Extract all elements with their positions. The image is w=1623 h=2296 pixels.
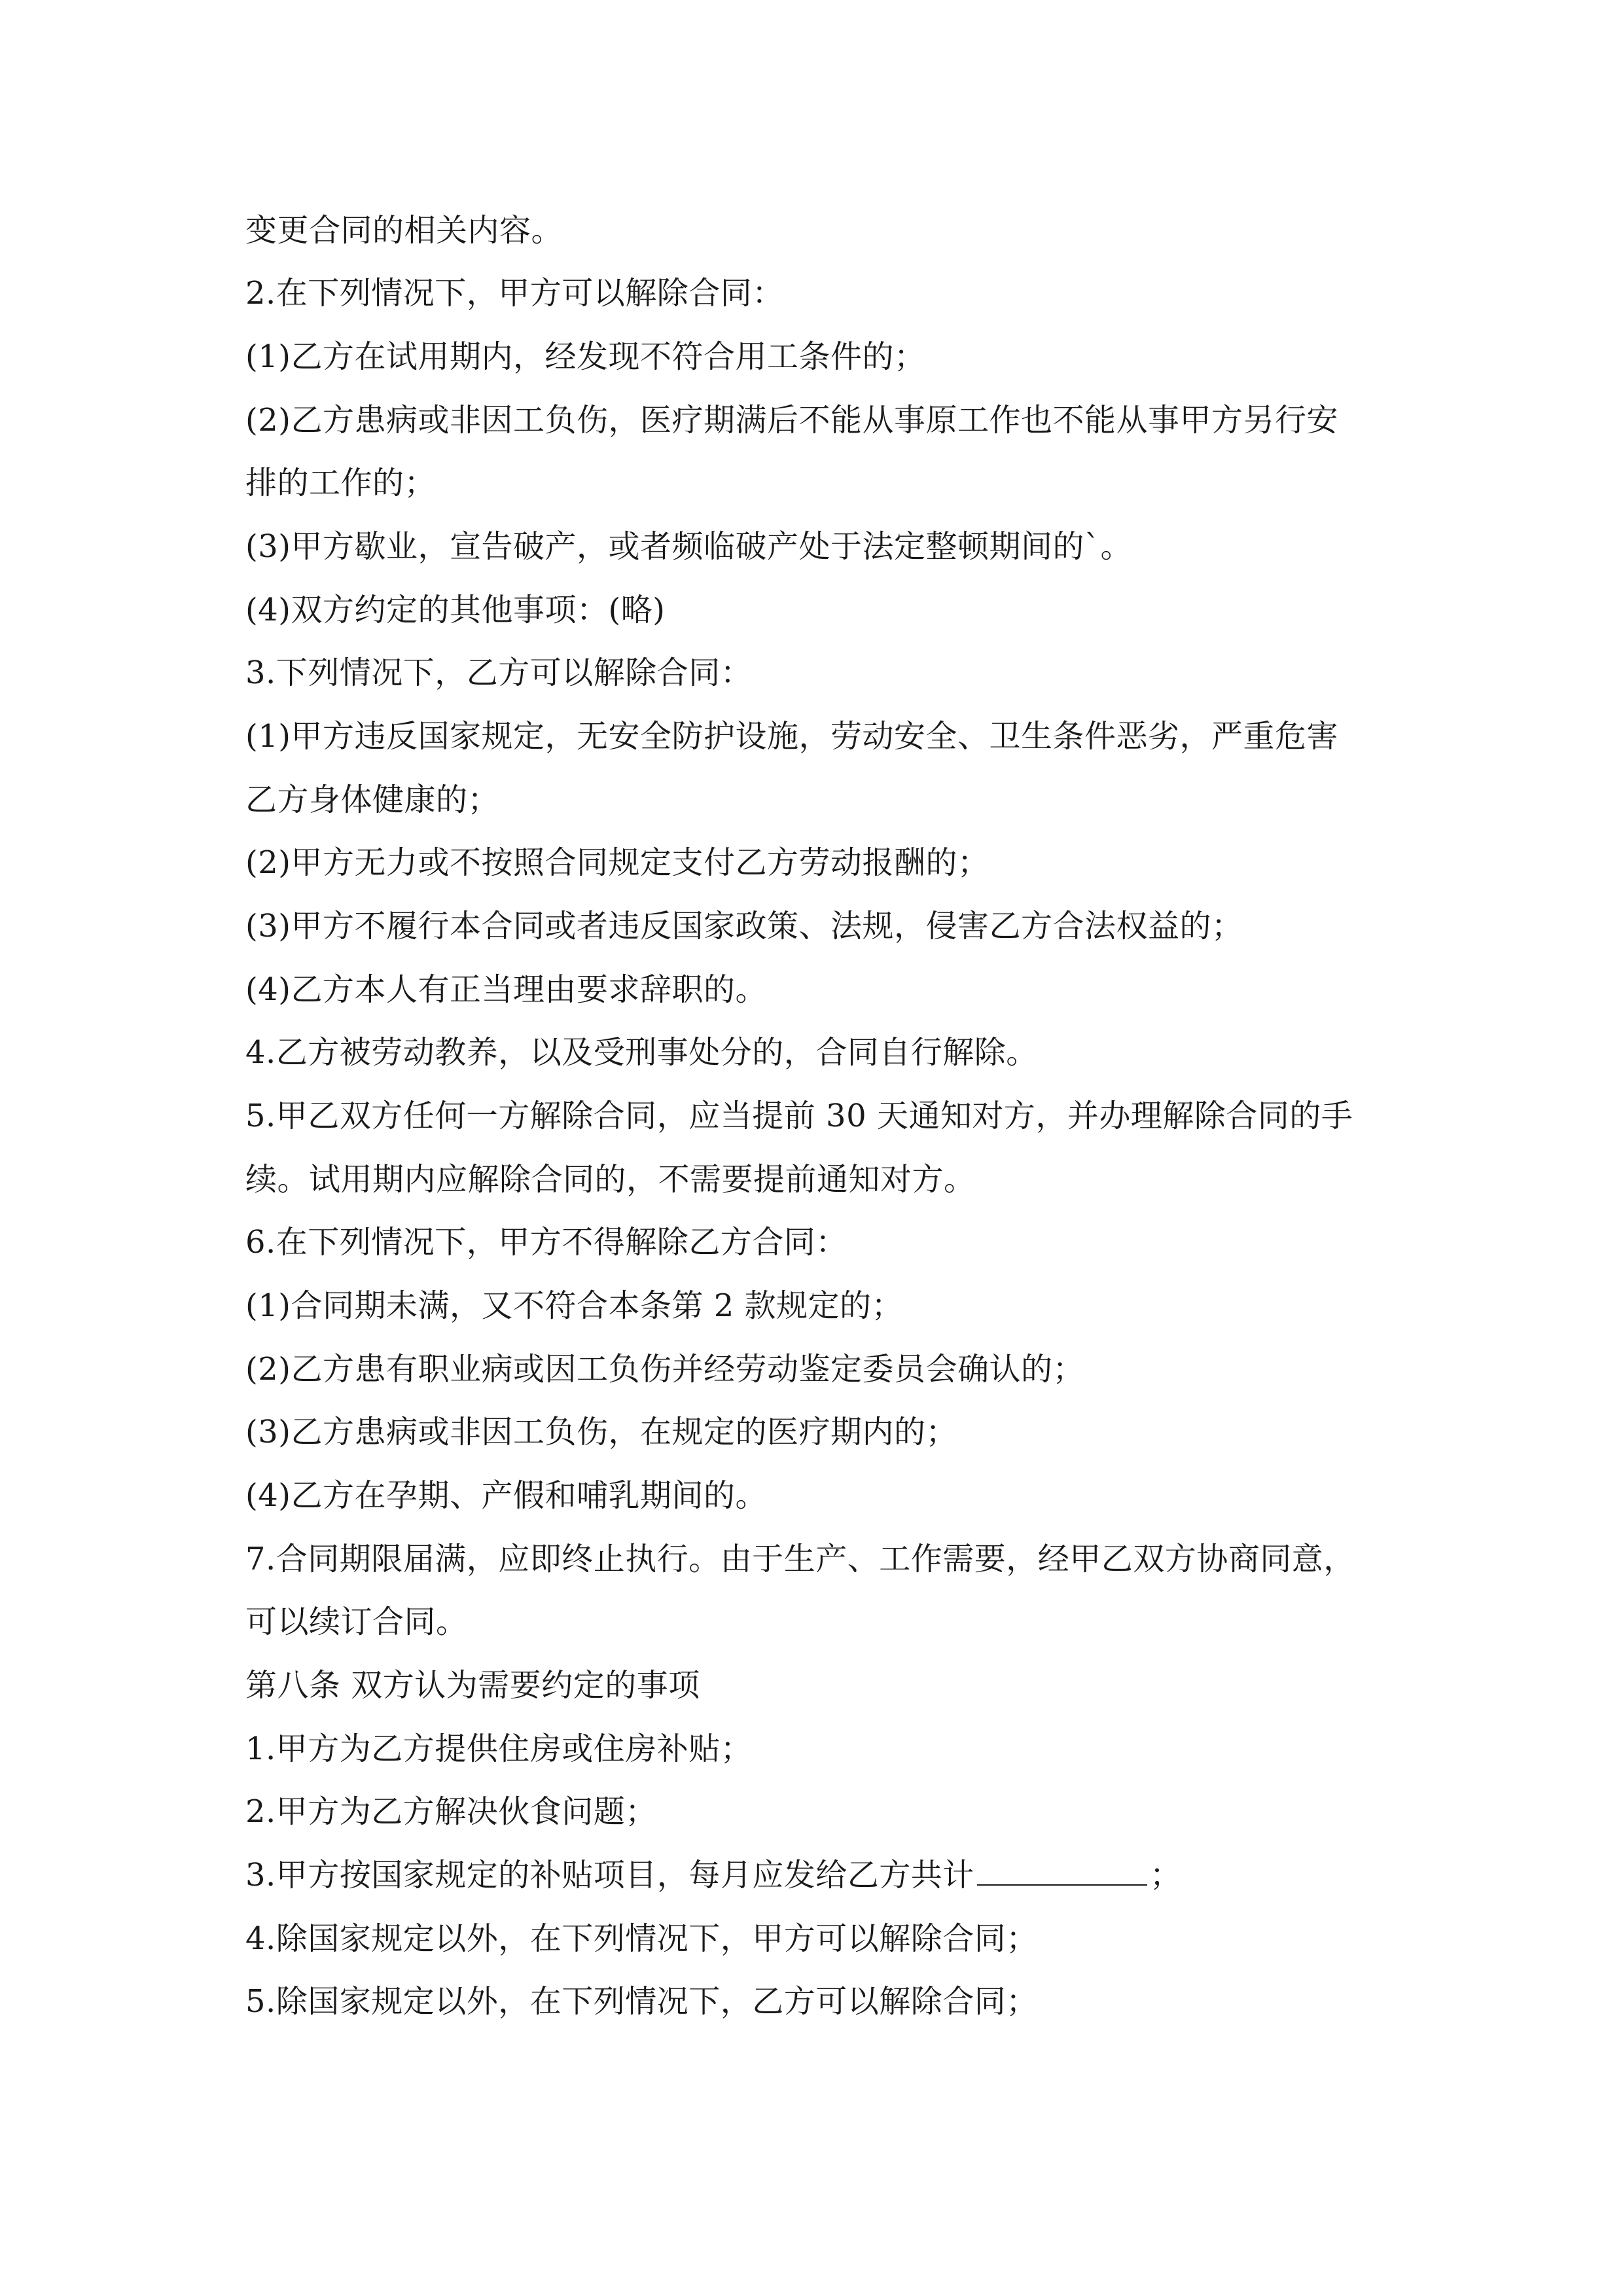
text-line: 5.除国家规定以外，在下列情况下，乙方可以解除合同； <box>245 1983 1038 2020</box>
text-line: (2)甲方无力或不按照合同规定支付乙方劳动报酬的； <box>245 844 990 881</box>
text-line: (3)甲方不履行本合同或者违反国家政策、法规，侵害乙方合法权益的； <box>245 908 1243 944</box>
text-line: 3.下列情况下，乙方可以解除合同： <box>245 655 753 691</box>
text-line: 排的工作的； <box>245 465 437 501</box>
text-line: 5.甲乙双方任何一方解除合同，应当提前 30 天通知对方，并办理解除合同的手 <box>245 1098 1353 1134</box>
text-line: (4)乙方在孕期、产假和哺乳期间的。 <box>245 1477 767 1514</box>
text-line: 7.合同期限届满，应即终止执行。由于生产、工作需要，经甲乙双方协商同意， <box>245 1541 1355 1577</box>
text-line-with-blank <box>245 1856 1181 1895</box>
text-line: (1)合同期未满，又不符合本条第 2 款规定的； <box>245 1287 904 1324</box>
section-heading: 第八条 双方认为需要约定的事项 <box>245 1667 700 1704</box>
text-line: 2.在下列情况下，甲方可以解除合同： <box>245 275 784 312</box>
fill-in-blank[interactable] <box>977 1858 1147 1886</box>
text-line: (3)甲方歇业，宣告破产，或者频临破产处于法定整顿期间的`。 <box>245 528 1132 565</box>
text-line: (2)乙方患有职业病或因工负伤并经劳动鉴定委员会确认的； <box>245 1351 1084 1388</box>
text-line: 乙方身体健康的； <box>245 781 500 818</box>
text-line: (4)双方约定的其他事项：(略) <box>245 592 666 628</box>
text-line-prefix: 3.甲方按国家规定的补贴项目，每月应发给乙方共计 <box>245 1857 974 1893</box>
text-line: 1.甲方为乙方提供住房或住房补贴； <box>245 1731 753 1767</box>
text-line: 4.除国家规定以外，在下列情况下，甲方可以解除合同； <box>245 1920 1038 1957</box>
text-line: 可以续订合同。 <box>245 1604 468 1640</box>
text-line: (1)甲方违反国家规定，无安全防护设施，劳动安全、卫生条件恶劣，严重危害 <box>245 718 1338 755</box>
text-line-suffix: ； <box>1149 1857 1182 1893</box>
text-line: (1)乙方在试用期内，经发现不符合用工条件的； <box>245 338 926 375</box>
text-line: 4.乙方被劳动教养，以及受刑事处分的，合同自行解除。 <box>245 1034 1038 1071</box>
text-line: (3)乙方患病或非因工负伤，在规定的医疗期内的； <box>245 1414 957 1450</box>
text-line: 2.甲方为乙方解决伙食问题； <box>245 1793 657 1830</box>
text-line: (4)乙方本人有正当理由要求辞职的。 <box>245 971 767 1008</box>
text-line: 续。试用期内应解除合同的，不需要提前通知对方。 <box>245 1161 976 1198</box>
text-line: (2)乙方患病或非因工负伤，医疗期满后不能从事原工作也不能从事甲方另行安 <box>245 402 1338 439</box>
text-line: 6.在下列情况下，甲方不得解除乙方合同： <box>245 1224 847 1261</box>
text-line: 变更合同的相关内容。 <box>245 212 563 249</box>
